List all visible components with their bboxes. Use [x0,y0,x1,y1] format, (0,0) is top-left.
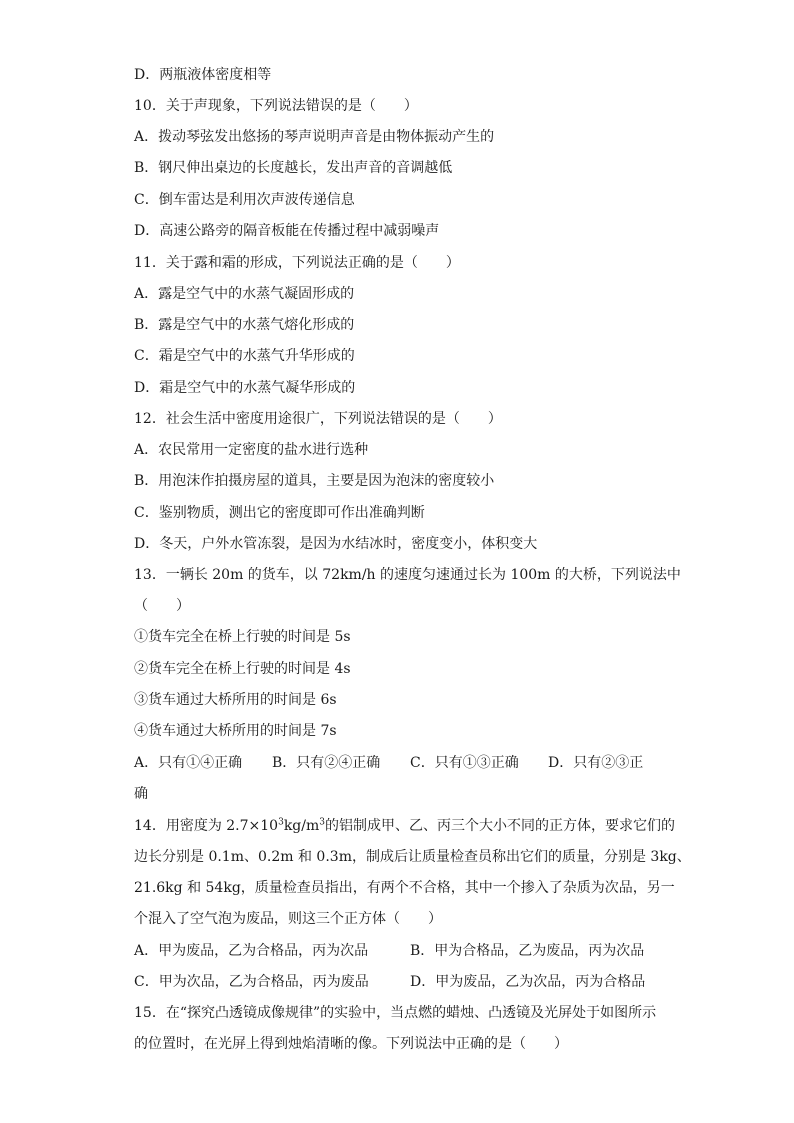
q14-text-b: 的铝制成甲、乙、丙三个大小不同的正方体，要求它们的 [324,818,675,834]
q13-stem: 13．一辆长 20m 的货车，以 72km/h 的速度匀速通过长为 100m 的大桥，下列说法中 [134,567,681,583]
q15-stem-line1: 15．在“探究凸透镜成像规律”的实验中，当点燃的蜡烛、凸透镜及光屏处于如图所示 [134,1005,657,1021]
q13-statement-3: ③货车通过大桥所用的时间是 6s [134,692,337,708]
q13-statement-2: ②货车完全在桥上行驶的时间是 4s [134,661,351,677]
q14-exponent: 3 [278,817,284,828]
q12-option-a: A．农民常用一定密度的盐水进行选种 [134,442,369,458]
q11-option-b: B．露是空气中的水蒸气熔化形成的 [134,317,355,333]
q10-option-a: A．拨动琴弦发出悠扬的琴声说明声音是由物体振动产生的 [134,129,495,145]
q14-option-d: D．甲为废品，乙为次品，丙为合格品 [410,974,646,990]
q11-stem: 11．关于露和霜的形成，下列说法正确的是（ ） [134,255,460,271]
q13-option-a: A．只有①④正确 [134,755,243,771]
q14-stem-line3: 21.6kg 和 54kg，质量检查员指出，有两个不合格，其中一个掺入了杂质为次品，另一 [134,880,675,896]
q13-statement-4: ④货车通过大桥所用的时间是 7s [134,723,337,739]
q10-option-c: C．倒车雷达是利用次声波传递信息 [134,192,355,208]
q12-option-d: D．冬天，户外水管冻裂，是因为水结冰时，密度变小，体积变大 [134,536,538,552]
q10-option-b: B．钢尺伸出桌边的长度越长，发出声音的音调越低 [134,160,453,176]
q14-unit-exponent: 3 [319,817,325,828]
q14-unit: kg/m [283,818,320,834]
q13-paren: （ ） [134,598,190,614]
q11-option-c: C．霜是空气中的水蒸气升华形成的 [134,348,355,364]
q14-stem-line4: 个混入了空气泡为废品，则这三个正方体（ ） [134,911,442,927]
q14-option-b: B．甲为合格品，乙为废品，丙为次品 [410,943,645,959]
q10-option-d: D．高速公路旁的隔音板能在传播过程中减弱噪声 [134,223,440,239]
q14-option-a: A．甲为废品，乙为合格品，丙为次品 [134,943,369,959]
q14-stem-line2: 边长分别是 0.1m、0.2m 和 0.3m，制成后让质量检查员称出它们的质量，分别是 3kg、 [134,849,691,865]
q14-text-a: 14．用密度为 2.7×10 [134,818,279,834]
q15-stem-line2: 的位置时，在光屏上得到烛焰清晰的像。下列说法中正确的是（ ） [134,1036,568,1052]
q11-option-d: D．霜是空气中的水蒸气凝华形成的 [134,380,356,396]
q13-statement-1: ①货车完全在桥上行驶的时间是 5s [134,629,351,645]
q12-stem: 12．社会生活中密度用途很广，下列说法错误的是（ ） [134,411,502,427]
q13-option-c: C．只有①③正确 [410,755,519,771]
q13-option-d-wrap: 确 [134,786,148,802]
q12-option-c: C．鉴别物质，测出它的密度即可作出准确判断 [134,505,425,521]
q14-option-c: C．甲为次品，乙为合格品，丙为废品 [134,974,369,990]
q13-option-d: D．只有②③正 [548,755,644,771]
q9-option-d: D．两瓶液体密度相等 [134,67,272,83]
q12-option-b: B．用泡沫作拍摄房屋的道具，主要是因为泡沫的密度较小 [134,473,495,489]
q11-option-a: A．露是空气中的水蒸气凝固形成的 [134,286,355,302]
q13-option-b: B．只有②④正确 [272,755,381,771]
q14-stem-line1 [134,817,675,835]
q10-stem: 10．关于声现象，下列说法错误的是（ ） [134,98,418,114]
